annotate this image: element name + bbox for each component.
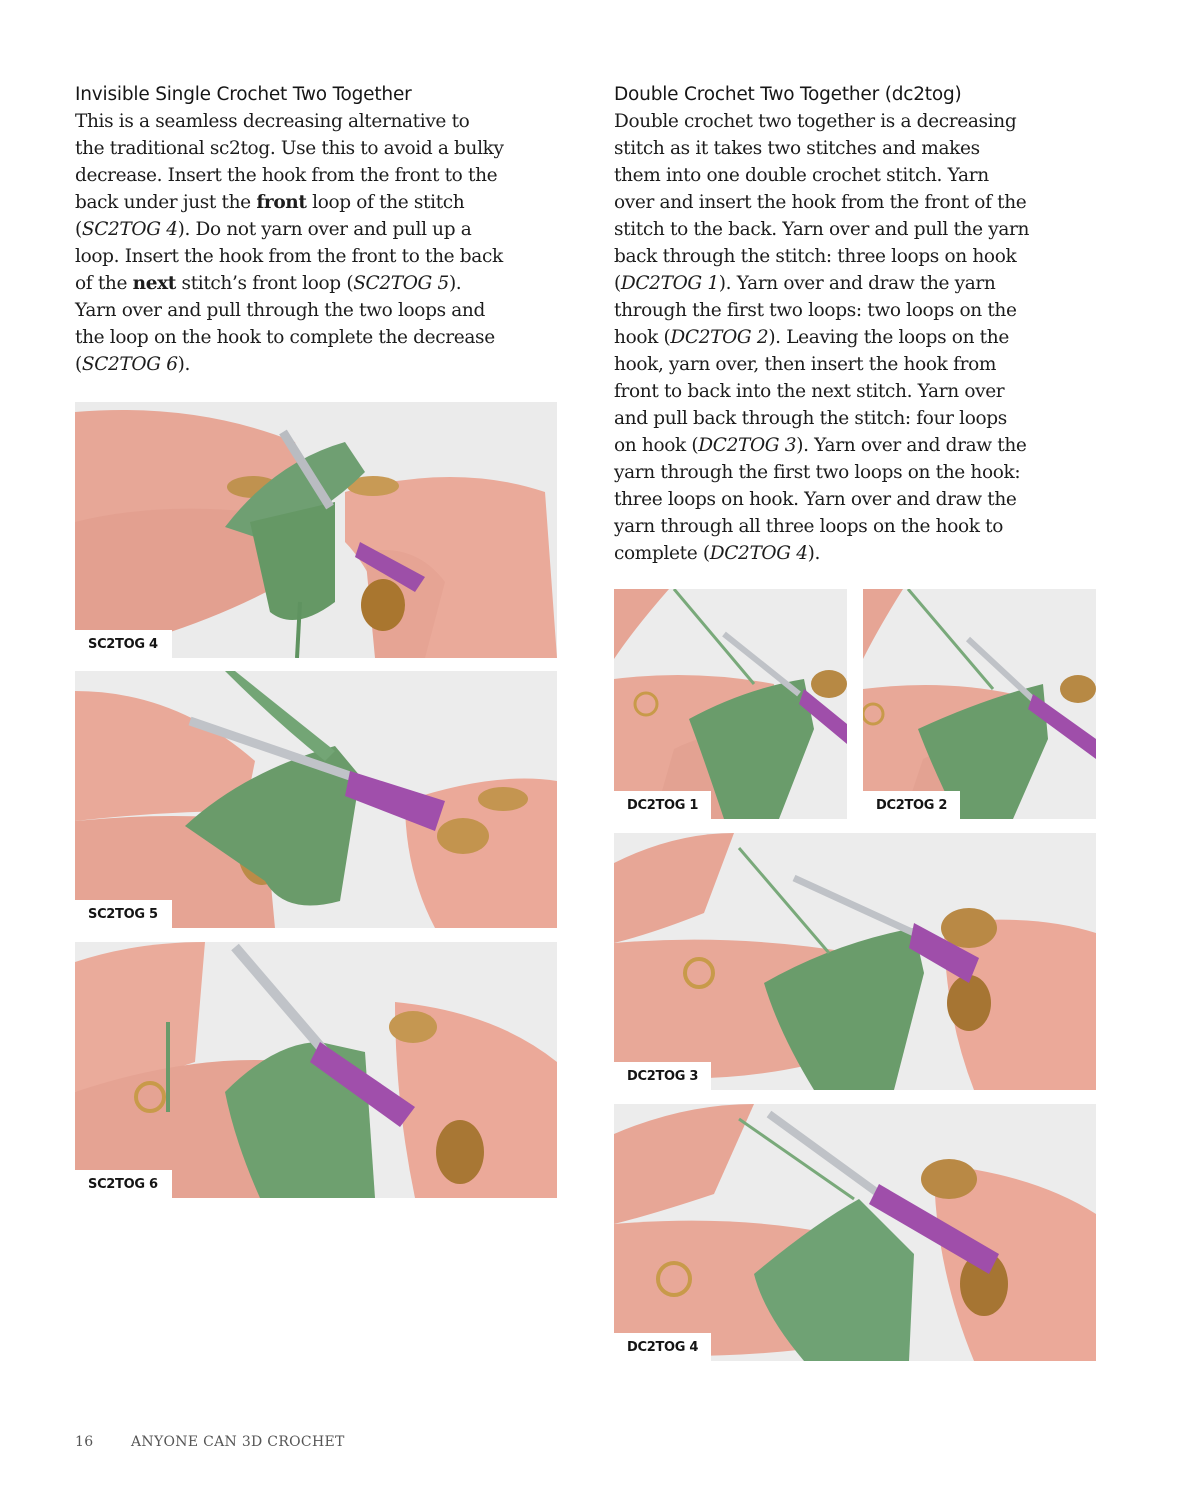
text-line: loop. Insert the hook from the front to the back [75,246,503,267]
photo-dc2tog-1 [614,589,847,819]
text-line: the loop on the hook to complete the decrease [75,327,495,348]
text-line: back under just the front loop of the stitch [75,192,465,213]
photo-caption: DC2TOG 1 [614,791,711,819]
photo-caption: SC2TOG 4 [75,630,172,658]
text-line: hook (DC2TOG 2). Leaving the loops on the [614,327,1009,348]
photo-dc2tog-4 [614,1104,1096,1361]
photo-caption: DC2TOG 3 [614,1062,711,1090]
photo-caption: DC2TOG 4 [614,1333,711,1361]
text-line: through the first two loops: two loops on the [614,300,1017,321]
photo-caption: SC2TOG 5 [75,900,172,928]
crochet-photo-illustration [75,671,557,928]
text-line: the traditional sc2tog. Use this to avoid a bulky [75,138,504,159]
text-line: stitch as it takes two stitches and makes [614,138,980,159]
text-line: This is a seamless decreasing alternative to [75,111,470,132]
text-line: Yarn over and pull through the two loops and [75,300,485,321]
photo-caption: SC2TOG 6 [75,1170,172,1198]
text-line: hook, yarn over, then insert the hook from [614,354,997,375]
text-line: front to back into the next stitch. Yarn over [614,381,1005,402]
crochet-photo-illustration [75,942,557,1198]
book-title: ANYONE CAN 3D CROCHET [131,1434,345,1450]
text-line: yarn through all three loops on the hook to [614,516,1004,537]
section-heading-invisible-sc2tog: Invisible Single Crochet Two Together [75,84,412,105]
paragraph-invisible-sc2tog [75,108,504,378]
section-heading-dc2tog: Double Crochet Two Together (dc2tog) [614,84,962,105]
crochet-photo-illustration [863,589,1096,819]
crochet-photo-illustration [614,833,1096,1090]
photo-dc2tog-2 [863,589,1096,819]
text-line: (SC2TOG 4). Do not yarn over and pull up a [75,219,472,240]
text-line: (SC2TOG 6). [75,354,191,375]
photo-sc2tog-6 [75,942,557,1198]
text-line: and pull back through the stitch: four loops [614,408,1007,429]
crochet-photo-illustration [614,589,847,819]
photo-sc2tog-5 [75,671,557,928]
photo-caption: DC2TOG 2 [863,791,960,819]
photo-dc2tog-3 [614,833,1096,1090]
text-line: Double crochet two together is a decreasing [614,111,1017,132]
text-line: yarn through the first two loops on the hook: [614,462,1021,483]
text-line: over and insert the hook from the front of the [614,192,1027,213]
text-line: them into one double crochet stitch. Yarn [614,165,989,186]
text-line: of the next stitch’s front loop (SC2TOG 5). [75,273,462,294]
page-number: 16 [75,1434,94,1450]
text-line: on hook (DC2TOG 3). Yarn over and draw the [614,435,1027,456]
text-line: (DC2TOG 1). Yarn over and draw the yarn [614,273,996,294]
paragraph-dc2tog [614,108,1029,567]
crochet-photo-illustration [75,402,557,658]
text-line: decrease. Insert the hook from the front to the [75,165,498,186]
text-line: stitch to the back. Yarn over and pull the yarn [614,219,1030,240]
text-line: three loops on hook. Yarn over and draw the [614,489,1017,510]
text-line: back through the stitch: three loops on hook [614,246,1017,267]
photo-sc2tog-4 [75,402,557,658]
text-line: complete (DC2TOG 4). [614,543,821,564]
crochet-photo-illustration [614,1104,1096,1361]
